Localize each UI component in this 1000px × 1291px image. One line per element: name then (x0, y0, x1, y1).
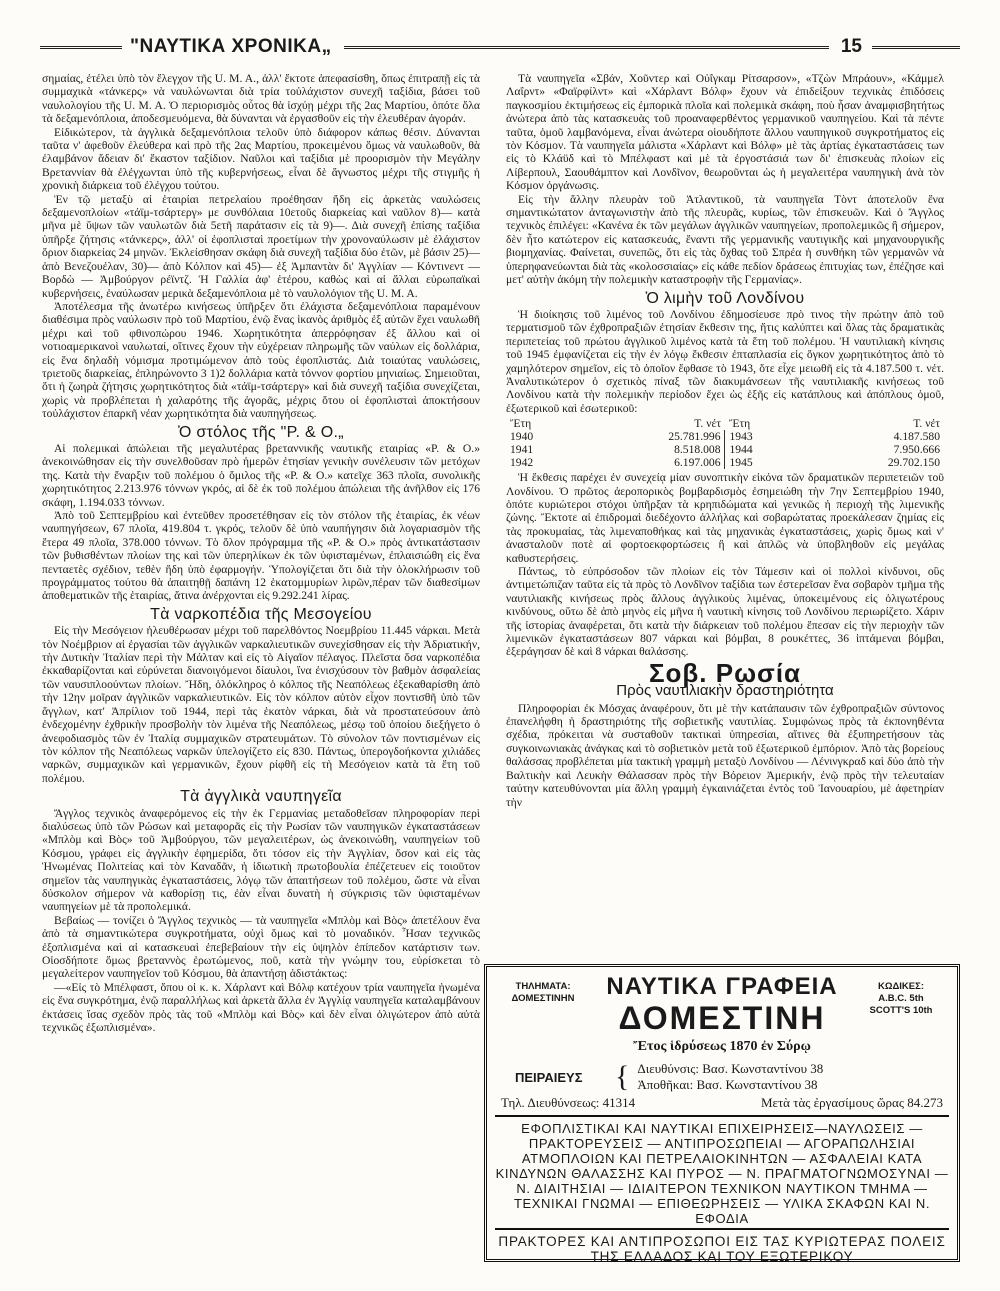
left-column (42, 72, 480, 1034)
ad-phones (501, 1095, 943, 1111)
ad-telegrams-value: ΔΟΜΕΣΤΙΝΗΝ (511, 993, 575, 1004)
ad-brand-line1: ΝΑΥΤΙΚΑ ΓΡΑΦΕΙΑ (606, 973, 838, 1000)
year-cell: 1942 (510, 456, 534, 470)
tonnage-cell: 6.197.006 (580, 456, 725, 469)
table-row (506, 443, 944, 456)
ad-founded: Ἔτος ἱδρύσεως 1870 ἐν Σύρῳ (633, 1039, 811, 1054)
ad-telegrams-label: ΤΗΛΗΜΑΤΑ: (515, 981, 571, 992)
tonnage-cell: 7.950.666 (893, 443, 940, 457)
year-cell: 1941 (510, 443, 534, 457)
paragraph: Πάντως, τὸ εὐπρόσοδον τῶν πλοίων εἰς τὸν Τάμεσιν καὶ οἱ πολλοὶ κίνδυνοι, οὓς ἀντιμετώπιζαν ταῦτα εἰς τὰ πρὸς τὸ Λονδῖνον ταξίδια των ἐστερεῖσαν ἕνα σοβαρὸν τμῆμα τῆς ναυτιλιακῆς κινήσεως πρὸς ἄλλους ἀγγλικοὺς λιμένας, ὑποκειμένους εἰς ὀλιγωτέρους κινδύνους, οὕτω δὲ ἀπὸ μηνὸς εἰς μῆνα ἡ ναυτικὴ κίνησις τοῦ Λονδίνου περιωρίζετο. Χάριν τῆς ἱστορίας ἀναφέρεται, ὅτι κατὰ τὴν διάρκειαν τοῦ πολέμου ἔπεσαν εἰς τὴν περιοχὴν τῶν λιμενικῶν ἐγκαταστάσεων 807 νάρκαι καὶ βόμβαι, 8 ρουκέττες, 36 ἱπτάμεναι βόμβαι, ἐξεράγησαν δὲ καὶ 8 νάρκαι θαλάσσης. (506, 565, 944, 659)
column-header: Ἔτη (728, 417, 751, 431)
ad-address-lines (637, 1061, 823, 1093)
year-cell: 1945 (729, 456, 753, 470)
section-heading: Τὰ ναρκοπέδια τῆς Μεσογείου (150, 605, 372, 623)
paragraph: Ἀποτέλεσμα τῆς ἀνωτέρω κινήσεως ὑπῆρξεν ὅτι ἐλάχιστα δεξαμενόπλοια παραμένουν διαθέσιμα πρὸς ναύλωσιν πρὸ τοῦ Μαρτίου, ἐνῷ ἕνας ἱκανὸς ἀριθμὸς ἐξ αὐτῶν ἔχει ναυλωθῆ μέχρι καὶ τοῦ φθινοπώρου 1946. Χωρητικότητα ἀπερρόφησαν ἐξ ἄλλου καὶ οἱ νοτιοαμερικανοὶ ναυλωταί, οἵτινες ἔχουν τὴν εὐχέρειαν πληρωμῆς τῶν ναύλων εἰς δολλάρια, εἰς ἕνα δηλαδὴ νόμισμα προτιμώμενον ἀπὸ τοὺς ἐφοπλιστάς. Διὰ τοιαύτας ναυλώσεις, τριετοῦς διαρκείας, ἐπληρώνοντο 3 1)2 δολλάρια κατὰ τόννον φορτίου μηνιαίως. Σημειοῦται, ὅτι ἡ ζωηρὰ ζήτησις χωρητικότητος διὰ «τάϊμ-τσάρτεργ» καὶ διὰ συνεχῆ ταξίδια συνεχίζεται, χωρὶς νὰ προβλέπεται ἡ χαλαρότης τῆς ἀγορᾶς, μέχρις ὅτου οἱ ἐφοπλισταὶ ἀποκτήσουν τοὐλάχιστον ἐπαρκῆ νέαν χωρητικότητα διὰ ναυπηγήσεως. (42, 299, 480, 421)
ad-top-row (495, 973, 949, 1035)
ad-codes-line1: A.B.C. 5th (878, 993, 924, 1004)
year-cell: 1940 (510, 430, 534, 444)
paragraph: Εἰδικώτερον, τὰ ἀγγλικὰ δεξαμενόπλοια τελοῦν ὑπὸ διάφορον κάπως θέσιν. Δύνανται ταῦτα ν' ἀφεθοῦν ἐλεύθερα καὶ πρὸ τῆς 2ας Μαρτίου, προκειμένου ὅμως νὰ ναυλωθοῦν, θὰ ἐλαμβάνον ἄδειαν δι' ἕκαστον ταξίδιον. Ναῦλοι καὶ ταξίδια μὲ προορισμὸν τὴν Μεγάλην Βρεταννίαν θὰ ἐλέγχωνται ὑπὸ τῆς κυβερνήσεως, εἶναι δὲ ἄγνωστος μέχρι τῆς στιγμῆς ἡ χρονικὴ διάρκεια τοῦ ἐλέγχου τούτου. (42, 125, 480, 193)
header-rule (344, 46, 829, 49)
ad-telegrams (495, 973, 591, 1005)
paragraph: Ἐν τῷ μεταξὺ αἱ ἑταιρίαι πετρελαίου προέθησαν ἤδη εἰς ἀρκετὰς ναυλώσεις δεξαμενοπλοίων «τάϊμ-τσάρτεργ» με συνθόλαια 10ετοῦς διαρκείας καὶ ναῦλον 8)— κατὰ μῆνα μὲ ὕψων τῶν ναυλωτῶν διὰ 5ετῆ παράτασιν εἰς τὰ 9)—. Διὰ συνεχῆ ἐπίσης ταξίδια ὑπῆρξε ζήτησις «τάνκερς», ἀλλ' οἱ ἐφοπλισταὶ προετίμων τὴν χρονοναύλωσιν μὲ ἐλάχιστον ὅριον διαρκείας 24 μηνῶν. Ἐκλείσθησαν σκάφη διὰ συνεχῆ ταξίδια δύο ἐτῶν, μὲ βάσιν 25)— ἀπὸ Βενεζουέλαν, 30)— ἀπὸ Κόλπον καὶ 45)— ἐξ Ἀμπαντὰν δι' Ἀγγλίαν — Κόντινεντ — Βορδὼ — Ἀμβούργον ρέϊντζ. Ἡ Γαλλία ἀφ' ἑτέρου, καθὼς καὶ αἱ ἄλλαι εὐρωπαϊκαὶ κυβερνήσεις, ἐναύλωσαν μερικὰ δεξαμενόπλοια μὲ τὸ ναυλολόγιον τῆς U. M. A. (42, 192, 480, 300)
paragraph: Ἀπὸ τοῦ Σεπτεμβρίου καὶ ἐντεῦθεν προσετέθησαν εἰς τὸν στόλον τῆς ἑταιρίας, ἐκ νέων ναυπηγήσεων, 67 πλοῖα, 419.804 τ. γκρός, τελοῦν δὲ ὑπὸ ναυπήγησιν διὰ λογαριασμὸν τῆς ἕτερα 49 πλοῖα, 378.000 τόννων. Τὸ ὅλον πρόγραμμα τῆς «P. & O.» πρὸς ἀντικατάστασιν τῶν βυθισθέντων πλοίων της καὶ τῶν ὑπερηλίκων ἐκ τῶν ὑφισταμένων, ἐπλαισιώθη εἰς ἕνα πενταετὲς σχέδιον, τεθὲν ἤδη ὑπὸ ἐφαρμογήν. Ὑπολογίζεται ὅτι διὰ τὴν ὁλοκλήρωσιν τοῦ προγράμματος τούτου θὰ ἀπαιτηθῇ δαπάνη 12 ἑκατομμυρίων λιρῶν,πέραν τῶν διαθεσίμων ἀποθεματικῶν τῆς ἑταιρίας, ἅτινα ἀνέρχονται εἰς 9.292.241 λίρας. (42, 509, 480, 603)
brace-icon: { (615, 1060, 630, 1093)
paragraph: Ἄγγλος τεχνικὸς ἀναφερόμενος εἰς τὴν ἐκ Γερμανίας μεταδοθεῖσαν πληροφορίαν περὶ διαλύσεως ὑπὸ τῶν Ρώσων καὶ μεταφορᾶς εἰς τὴν Ρωσίαν τῶν ναυπηγικῶν ἐγκαταστάσεων «Μπλὸμ καὶ Βὸς» τοῦ Ἀμβούργου, τῶν μεγαλειτέρων, ὡς ἀνεκοινώθη, ναυπηγείων τοῦ Κόσμου, γράφει εἰς ἀγγλικὴν ἐφημερίδα, ὅτι τόσον εἰς τὴν Ἀγγλίαν, ὅσον καὶ εἰς τὰς Ἡνωμένας Πολιτείας καὶ τὸν Καναδᾶν, ἡ ἰδιωτικὴ πρωτοβουλία ἐπέζετευεν εἰς τοιοῦτον σημεῖον τὰς ναυπηγικὰς ἐγκαταστάσεις, λόγῳ τῶν ἀπαιτήσεων τοῦ πολέμου, ὥστε νὰ εἶναι δύσκολον σήμερον νὰ καθορίσῃ τις, ἐὰν εἶναι δυνατὴ ἡ σύγκρισις τῶν ὑφισταμένων ναυπηγείων μὲ τὰ προπολεμικά. (42, 806, 480, 914)
section-heading-large: Σοβ. Ρωσία (648, 657, 802, 688)
paragraph: Εἰς τὴν Μεσόγειον ἠλευθέρωσαν μέχρι τοῦ παρελθόντος Νοεμβρίου 11.445 νάρκαι. Μετὰ τὸν Νοέμβριον αἱ ἐργασίαι τῶν ἀγγλικῶν ναρκαλιευτικῶν συνεχίσθησαν εἰς τὴν Ἀδριατικήν, τὴν Δυτικὴν Ἰταλίαν περὶ τὴν Μάλταν καὶ εἰς τὸ Αἰγαῖον πέλαγος. Πλεῖστα ὅσα ναρκοπέδια ἐκκαθαρίζονται καὶ εὐρύνεται διανοιγόμενοι δίαυλοι, ἵνα ἐνισχύσουν τὸν βαθμὸν ἀσφαλείας τῶν ναυσιπλοούντων πλοίων. Ἤδη, ὁλόκληρος ὁ κόλπος τῆς Νεαπόλεως ἐξεκαθαρίσθη ἀπὸ τὴν 12ην μοῖραν ἀγγλικῶν ναρκαλιευτικῶν. Εἰς τὸν κόλπον αὐτὸν εἶχον ποντισθῆ ὑπὸ τῶν ἄγγλων, κατ' Ἀπρίλιον τοῦ 1944, περὶ τὰς ἑκατὸν νάρκαι, διὰ νὰ προστατεύσουν ἀπὸ ἐνδεχομένην ἐχθρικὴν προσβολὴν τὸν λιμένα τῆς Νεαπόλεως, μέσῳ τοῦ ὁποίου διεξήγετο ὁ ἀνεφοδιασμὸς τῶν ἐν Ἰταλίᾳ συμμαχικῶν στρατευμάτων. Τὸ σύνολον τῶν ποντισμένων εἰς τὸν κόλπον τῆς Νεαπόλεως ναρκῶν ὑπελογίζετο εἰς 830. Πάντως, ὑπερογδοήκοντα χιλιάδες ναρκῶν, συμμαχικῶν καὶ γερμανικῶν, ἔχουν ρίφθῆ εἰς τὴ Μεσόγειον κατὰ τὰ ἔτη τοῦ πολέμου. (42, 624, 480, 785)
column-header: Τ. νέτ (913, 417, 940, 431)
year-cell: 1944 (729, 443, 753, 457)
header-rule (40, 46, 122, 49)
page-header (40, 34, 960, 60)
right-column (506, 72, 944, 809)
tonnage-table (506, 417, 944, 469)
ad-phone-after-hours: Μετὰ τὰς ἐργασίμους ὥρας 84.273 (760, 1095, 943, 1110)
paragraph: Βεβαίως — τονίζει ὁ Ἄγγλος τεχνικὸς — τὰ ναυπηγεῖα «Μπλὸμ καὶ Βὸς» ἀπετέλουν ἕνα ἀπὸ τὰ σημαντικώτερα συγκροτήματα, οὐχὶ ὅμως καὶ τὸ μοναδικόν. Ἦσαν τεχνικῶς ἐξοπλισμένα καὶ αἱ κατασκευαὶ ἐπεβεβαίουν τὴν εἰς ὑψηλὸν ἐπίπεδον κατάρτισιν των. Οἰοσδήποτε ὅμως βρεταννὸς ἐρωτώμενος, ποῦ, κατὰ τὴν γνώμην του, εὑρίσκεται τὸ μεγαλείτερον ναυπηγεῖον τοῦ Κόσμου, θὰ ἀπαντήσῃ ἀδιστάκτως: (42, 913, 480, 981)
paragraph: Ἡ ἔκθεσις παρέχει ἐν συνεχείᾳ μίαν συνοπτικὴν εἰκόνα τῶν δραματικῶν περιπετειῶν τοῦ Λονδίνου. Ὁ πρῶτος ἀεροπορικὸς βομβαρδισμὸς ἐσημειώθη τὴν 7ην Σεπτεμβρίου 1940, ὁπότε κυριώτεροι στόχοι ὑπῆρξαν τὰ κρηπιδώματα καὶ γενικῶς ἡ περιοχὴ τῆς λιμενικῆς ζώνης. Ἔκτοτε αἱ ἐπιδρομαὶ διεδέχοντο ἀλλήλας καὶ σοβαρώτατας προεκάλεσαν ζημίας εἰς τὰς προκυμαίας, τὰς λιμεναποθήκας καὶ τὰς μηχανικὰς ἐγκαταστάσεις, χωρὶς ὅμως καὶ ν' ἀνασταλοῦν ποτὲ αἱ φορτοεκφορτώσεις ἢ καὶ ἁπλῶς νὰ ὑποβληθοῦν εἰς μεγάλας καθυστερήσεις. (506, 471, 944, 565)
paragraph: σημαίας, ἐτέλει ὑπὸ τὸν ἔλεγχον τῆς U. M. A., ἀλλ' ἔκτοτε ἀπεφασίσθη, ὅπως ἐπιτραπῇ εἰς τὰ συμμαχικὰ «τάνκερς» νὰ ναυλώνωνται διὰ τρία τοὐλάχιστον συνεχῆ ταξίδια, βάσει τοῦ ναυλολογίου τῆς U. M. A. Ὁ περιορισμὸς οὗτος θὰ ἰσχύῃ μέχρι τῆς 2ας Μαρτίου, ὁπότε ὅλα τὰ δεξαμενόπλοια, ἀποδεσμευόμενα, θὰ δύνανται νὰ ἐργασθοῦν εἰς τὴν ἐλευθέραν ἀγοράν. (42, 72, 480, 126)
section-heading: Ὁ στόλος τῆς "P. & O.„ (178, 423, 344, 441)
ad-codes-label: ΚΩΔΙΚΕΣ: (877, 981, 924, 992)
paragraph: Ἡ διοίκησις τοῦ λιμένος τοῦ Λονδίνου ἐδημοσίευσε πρὸ τινος τὴν πρώτην ἀπὸ τοῦ τερματισμοῦ τῶν ἐχθροπραξιῶν ἐτησίαν ἔκθεσιν της, ἥτις καλύπτει καὶ ὅλας τὰς δραματικὰς περιπετείας τοῦ πρώτου ἀγγλικοῦ λιμένος κατὰ τὰ ἔτη τοῦ πολέμου. Ἡ ναυτιλιακὴ κίνησις τοῦ 1945 ἐμφανίζεται εἰς τὴν ἐν λόγῳ ἔκθεσιν ἐπταπλασία εἰς ὄγκον χωρητικότητος ἀπὸ τὸ χαμηλότερον σημεῖον, εἰς τὸ ὁποῖον ἔφθασε τὸ 1943, ὅτε εἶχε μειωθῆ εἰς τὰ 4.187.500 τ. νέτ. Ἀναλυτικώτερον ὁ σχετικὸς πίναξ τῶν διακυμάνσεων τῆς ναυτιλιακῆς κινήσεως τοῦ Λονδίνου κατὰ τὴν πολεμικὴν περίοδον ἔχει ὡς ἑξῆς εἰς κατάπλους καὶ ἀπόπλους ὁμοῦ, ἐξωτερικοῦ καὶ ἐσωτερικοῦ: (506, 307, 944, 415)
ad-phone-office: Τηλ. Διευθύνσεως: 41314 (501, 1095, 636, 1110)
section-heading: Ὁ λιμὴν τοῦ Λονδίνου (645, 289, 805, 307)
ad-services: ΕΦΟΠΛΙΣΤΙΚΑΙ ΚΑΙ ΝΑΥΤΙΚΑΙ ΕΠΙΧΕΙΡΗΣΕΙΣ—ΝΑΥΛΩΣΕΙΣ — ΠΡΑΚΤΟΡΕΥΣΕΙΣ — ΑΝΤΙΠΡΟΣΩΠΕΙΑΙ — ΑΓΟΡΑΠΩΛΗΣΙΑΙ ΑΤΜΟΠΛΟΙΩΝ ΚΑΙ ΠΕΤΡΕΛΑΙΟΚΙΝΗΤΩΝ — ΑΣΦΑΛΕΙΑΙ ΚΑΤΑ ΚΙΝΔΥΝΩΝ ΘΑΛΑΣΣΗΣ ΚΑΙ ΠΥΡΟΣ — Ν. ΠΡΑΓΜΑΤΟΓΝΩΜΟΣΥΝΑΙ — Ν. ΔΙΑΙΤΗΣΙΑΙ — ΙΔΙΑΙΤΕΡΟΝ ΤΕΧΝΙΚΟΝ ΝΑΥΤΙΚΟΝ ΤΜΗΜΑ — ΤΕΧΝΙΚΑΙ ΓΝΩΜΑΙ — ΕΠΙΘΕΩΡΗΣΕΙΣ — ΥΛΙΚΑ ΣΚΑΦΩΝ ΚΑΙ Ν. ΕΦΟΔΙΑ (495, 1121, 949, 1226)
ad-brand-line2: ΔΟΜΕΣΤΙΝΗ (618, 1000, 826, 1036)
paragraph: Εἰς τὴν ἄλλην πλευρὰν τοῦ Ἀτλαντικοῦ, τὰ ναυπηγεῖα Τὸντ ἀποτελοῦν ἕνα σημαντικώτατον ἀνταγωνιστὴν ἀπὸ τῆς πλευρᾶς, κυρίως, τῶν ἐπισκευῶν. Καὶ ὁ Ἄγγλος τεχνικὸς ἐπιλέγει: «Κανένα ἐκ τῶν μεγάλων ἀγγλικῶν ναυπηγείων, προπολεμικῶς ἢ σήμερον, δὲν ἦτο κατώτερον εἰς κατασκευάς, ἔναντι τῆς γερμανικῆς ναυτιγικῆς καὶ μηχανουργικῆς βιομηχανίας. Φαίνεται, συνεπῶς, ὅτι εἰς τὰς ὄχθας τοῦ Σπρέα ἡ συνθήκη τῶν γερμανῶν νὰ ὑπερηφανεύωνται διὰ τὰς «κολοσσιαίας» εἰς κάθε πεδίον δράσεως ἐπιτυχίας των, ἐπέζησε καὶ μετ' αὐτὴν ἀκόμη τὴν πολεμικὴν καταστροφὴν τῆς Γερμανίας». (506, 192, 944, 287)
column-header: Τ. νέτ (694, 417, 721, 431)
header-rule (872, 46, 960, 49)
section-subheading: Πρὸς ναυτιλιακὴν δραστηριότητα (616, 682, 834, 700)
advertisement-box (484, 964, 960, 1262)
tonnage-cell: 29.702.150 (887, 456, 940, 470)
ad-address (515, 1061, 949, 1093)
ad-address-line: Ἀποθῆκαι: Βασ. Κωνσταντίνου 38 (637, 1077, 818, 1092)
ad-agents: ΠΡΑΚΤΟΡΕΣ ΚΑΙ ΑΝΤΙΠΡΟΣΩΠΟΙ ΕΙΣ ΤΑΣ ΚΥΡΙΩΤΕΡΑΣ ΠΟΛΕΙΣ ΤΗΣ ΕΛΛΑΔΟΣ ΚΑΙ ΤΟΥ ΕΞΩΤΕΡΙΚΟΥ (498, 1234, 946, 1264)
page-number: 15 (840, 36, 862, 57)
year-cell: 1943 (729, 430, 753, 444)
tonnage-cell: 25.781.996 (580, 430, 725, 443)
paragraph: —«Εἰς τὸ Μπέλφαστ, ὅπου οἱ κ. κ. Χάρλαντ καὶ Βόλφ κατέχουν τρία ναυπηγεῖα ἡνωμένα εἰς ἕνα συγκρότημα, ἐνῷ παραλλήλως καὶ ἀρκετὰ ἄλλα ἐν Ἀγγλίᾳ ναυπηγεῖα καταλαμβάνουν ἐκτάσεις ἴσας σχεδὸν πρὸς τὰς τοῦ «Μπλὸμ καὶ Βὸς» καὶ δὲν εἶναι ὀλιγώτερον ἀπὸ αὐτὰ τεχνικῶς ἐξωπλισμένα». (42, 980, 480, 1035)
table-row (506, 430, 944, 443)
paragraph: Τὰ ναυπηγεῖα «Σβάν, Χοῦντερ καὶ Οὐΐγκαμ Ρίτσαρσον», «Τζὼν Μπράουν», «Κάμμελ Λαΐρντ» «Φαϊρφίλντ» καὶ «Χάρλαντ Βόλφ» ἔχουν νὰ ἐπιδείξουν τεχνικὰς ἐπιδόσεις παγκοσμίου ἐκτιμήσεως εἰς ἐμπορικὰ πλοῖα καὶ πολεμικὰ σκάφη, ποὺ ἦσαν ἀναμφισβητήτως ἀνώτερα ἀπὸ τὰς κατασκευὰς τοῦ προαναφερθέντος γερμανικοῦ ναυπηγείου. Καὶ τὰ πέντε ταῦτα, ὁμοῦ λαμβανόμενα, εἶναι ἀνώτερα οἱουδήποτε ἄλλου ναυπηγικοῦ συγκροτήματος εἰς τὸν Κόσμον. Τὰ ναυπηγεῖα μάλιστα «Χάρλαντ καὶ Βόλφ» μὲ τὰς ἀρτίας ἐγκαταστάσεις των εἰς τὸ Κλάϋδ καὶ τὸ Μπέλφαστ καὶ μὲ τὰ ἐργοστάσιά των δι' ἐπισκευὰς πλοίων εἰς Λίβερπουλ, Σαουθάμπτον καὶ Λονδῖνον, θεωροῦνται ὡς ἡ μεγαλειτέρα ναυπηγικὴ ἀνὰ τὸν Κόσμον ὀργάνωσις. (506, 72, 944, 193)
paragraph: Αἱ πολεμικαὶ ἀπώλειαι τῆς μεγαλυτέρας βρεταννικῆς ναυτικῆς εταιρίας «P. & O.» ἀνεκοινώθησαν εἰς τὴν συνελθοῦσαν πρὸ ἡμερῶν ἐτησίαν γενικὴν συνέλευσιν τῶν μετόχων της. Κατὰ τὴν ἔναρξιν τοῦ πολέμου ὁ ὅμιλος τῆς «P. & O.» κατεῖχε 363 πλοῖα, συνολικῆς χωρητικότητος 2.213.976 τόννων γκρός, αἱ δὲ ἐκ τοῦ πολέμου ἀπώλειαι τῆς ἀνῆλθον εἰς 176 σκάφη, 1.194.033 τόννων. (42, 441, 480, 509)
ad-city: ΠΕΙΡΑΙΕΥΣ (515, 1069, 583, 1085)
publication-title: "ΝΑΥΤΙΚΑ ΧΡΟΝΙΚΑ„ (130, 36, 332, 57)
ad-codes-line2: SCOTT'S 10th (869, 1005, 933, 1016)
tonnage-cell: 8.518.008 (580, 443, 725, 456)
table-header-row (506, 417, 944, 430)
ad-brand (591, 973, 853, 1035)
ad-divider (495, 1228, 949, 1230)
column-header: Ἔτη (510, 417, 532, 431)
paragraph: Πληροφορίαι ἐκ Μόσχας ἀναφέρουν, ὅτι μὲ τὴν κατάπαυσιν τῶν ἐχθροπραξιῶν σύντονος ἐπανελήφθη ἡ δραστηριότης τῆς σοβιετικῆς ναυτιλίας. Συμφώνως πρὸς τὰ ἐκπονηθέντα σχέδια, πρόκειται νὰ συσταθοῦν τακτικαὶ ὑπηρεσίαι, αἵτινες θὰ ἐξυπηρετήσουν τὰς συγκοινωνιακὰς ἀνάγκας καὶ τὸ σοβιετικὸν μετὰ τοῦ ἐξωτερικοῦ ἐμπόριον. Ἀπὸ τὰς βορείους θαλάσσας προβλέπεται μία τακτικὴ γραμμὴ μεταξὺ Λονδίνου — Λένινγκραδ καὶ δύο ἀπὸ τὴν Βαλτικὴν καὶ Λευκὴν Θάλασσαν πρὸς τὴν Βόρειον Ἀμερικήν, ἐνῷ πρὸς τὴν τελευταίαν ταύτην κατευθύνονται μία ἄλλη γραμμὴ ἐγκαινιάζεται ἐντὸς τοῦ Ἰανουαρίου, μὲ ἀφετηρίαν τὴν (506, 701, 944, 809)
section-heading: Τὰ ἀγγλικὰ ναυπηγεῖα (180, 788, 342, 806)
table-row (506, 456, 944, 469)
ad-codes (853, 973, 949, 1017)
ad-address-line: Διευθύνσις: Βασ. Κωνσταντίνου 38 (637, 1061, 824, 1076)
ad-divider (495, 1115, 949, 1117)
tonnage-cell: 4.187.580 (893, 430, 940, 444)
